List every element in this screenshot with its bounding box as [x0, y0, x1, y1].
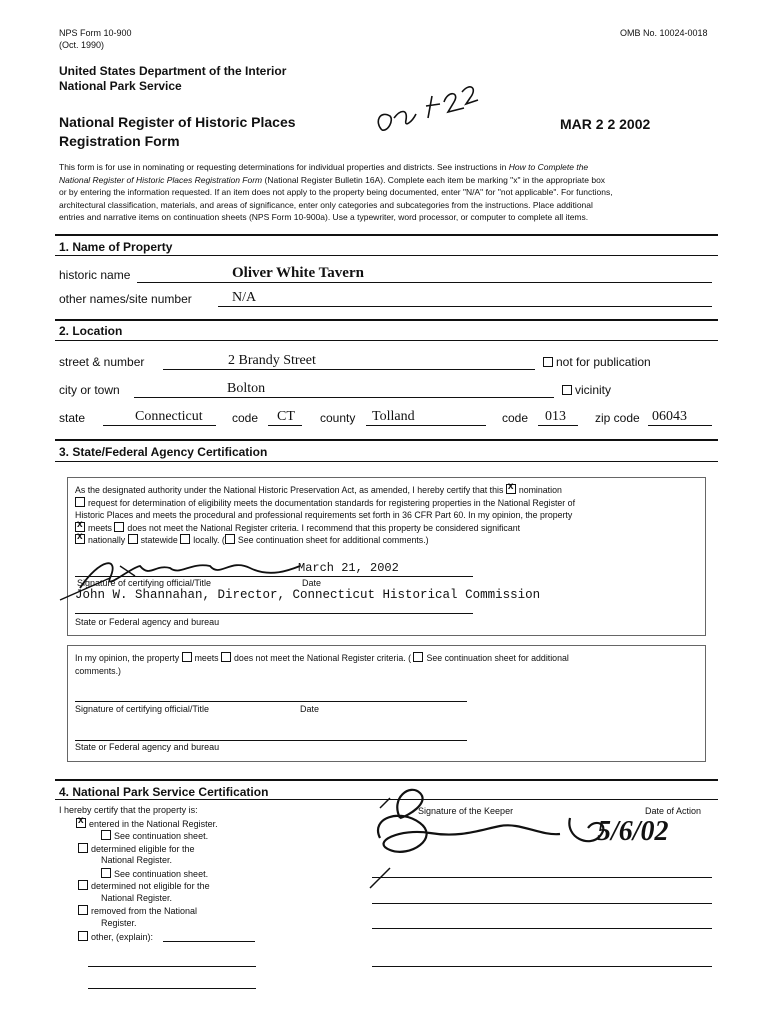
state-label: state [59, 411, 86, 425]
signature-date[interactable]: March 21, 2002 [298, 561, 399, 575]
see-cont1-checkbox[interactable] [101, 830, 111, 840]
entered-option[interactable] [76, 818, 218, 830]
nationally-checkbox[interactable] [75, 534, 85, 544]
cert-line1: As the designated authority under the National Historic Preservation Act, as amended, I hereby certify that this [75, 485, 504, 495]
not-for-publication[interactable] [543, 355, 651, 369]
instructions-line3: or by entering the information requested. If an item does not apply to the property being documented, enter "N/A" for "not applicable". For functions, [59, 187, 613, 197]
opinion-a: In my opinion, the property [75, 653, 180, 663]
official-name[interactable]: John W. Shannahan, Director, Connecticut Historical Commission [75, 588, 541, 602]
determined-eligible-checkbox[interactable] [78, 843, 88, 853]
cert-line4a: meets [88, 522, 112, 533]
opinion-b: meets [194, 653, 219, 663]
section1-heading: 1. Name of Property [59, 240, 173, 254]
continuation-checkbox[interactable] [225, 534, 235, 544]
county-value[interactable]: Tolland [372, 409, 415, 424]
meets-checkbox[interactable] [75, 522, 85, 532]
determined-eligible-option[interactable] [78, 843, 195, 855]
opinion-does-not-meet-checkbox[interactable] [221, 652, 231, 662]
instructions [59, 161, 719, 224]
determined-eligible-label: determined eligible for the [91, 844, 195, 854]
agency-line1: United States Department of the Interior [59, 64, 287, 78]
vicinity-checkbox[interactable] [562, 385, 572, 395]
vicinity-label: vicinity [575, 383, 612, 397]
date-label: Date [302, 578, 322, 588]
form-title-line2: Registration Form [59, 133, 180, 149]
see-cont2-checkbox[interactable] [101, 868, 111, 878]
form-title-line1: National Register of Historic Places [59, 114, 296, 130]
vicinity[interactable] [562, 383, 611, 397]
instructions-line1a: This form is for use in nominating or requesting determinations for individual properties and districts. See instructions in [59, 162, 509, 172]
county-code-value[interactable]: 013 [545, 409, 566, 424]
action-label: Date of Action [645, 806, 702, 816]
instructions-line1b: How to Complete the [508, 162, 589, 172]
state-code-label: code [232, 411, 259, 425]
opinion-c: does not meet the National Register criteria. ( [234, 653, 412, 663]
see-cont2-label: See continuation sheet. [114, 869, 209, 879]
entered-checkbox[interactable] [76, 818, 86, 828]
omb-number: OMB No. 10024-0018 [620, 28, 708, 38]
other-names-value[interactable]: N/A [232, 290, 257, 305]
other-label: other, (explain): [91, 932, 154, 942]
keeper-label: Signature of the Keeper [418, 806, 514, 816]
form-date: (Oct. 1990) [59, 40, 105, 50]
section4-heading: 4. National Park Service Certification [59, 785, 269, 799]
other-option[interactable] [78, 931, 153, 943]
agency-line2: National Park Service [59, 79, 182, 93]
street-value[interactable]: 2 Brandy Street [228, 353, 316, 368]
not-for-publication-checkbox[interactable] [543, 357, 553, 367]
opinion-continuation-checkbox[interactable] [413, 652, 423, 662]
removed-label: removed from the National [91, 906, 198, 916]
cert-line2: request for determination of eligibility meets the documentation standards for registering properties in the National Register of [88, 497, 576, 508]
not-for-publication-label: not for publication [556, 355, 651, 369]
instructions-line2a: National Register of Historic Places Registration Form [59, 174, 263, 185]
section3-heading: 3. State/Federal Agency Certification [59, 445, 268, 459]
cert-line5d: See continuation sheet for additional comments.) [237, 535, 429, 545]
action-date[interactable]: 5/6/02 [597, 816, 669, 847]
cert-line1-end: nomination [518, 485, 562, 495]
zip-label: zip code [595, 411, 640, 425]
street-label: street & number [59, 355, 145, 369]
determined-not-checkbox[interactable] [78, 880, 88, 890]
certification-text [75, 484, 700, 547]
removed-option[interactable] [78, 905, 197, 917]
determined-not-label: determined not eligible for the [91, 881, 210, 891]
opinion-e: comments.) [75, 665, 121, 676]
section2-heading: 2. Location [59, 324, 123, 338]
statewide-checkbox[interactable] [128, 534, 138, 544]
agency-label: State or Federal agency and bureau [75, 617, 220, 627]
cert-line5a: nationally [88, 535, 126, 545]
county-label: county [320, 411, 356, 425]
signature-label: Signature of certifying official/Title [77, 578, 212, 588]
state-value[interactable]: Connecticut [135, 409, 203, 424]
national-register-2: National Register. [101, 893, 173, 903]
signature-label-2: Signature of certifying official/Title [75, 704, 210, 714]
agency-label-2: State or Federal agency and bureau [75, 742, 220, 752]
see-cont1-label: See continuation sheet. [114, 831, 209, 841]
opinion-text [75, 652, 695, 677]
received-stamp: MAR 2 2 2002 [560, 116, 651, 132]
determined-not-option[interactable] [78, 880, 210, 892]
form-number: NPS Form 10-900 [59, 28, 132, 38]
does-not-meet-checkbox[interactable] [114, 522, 124, 532]
zip-value[interactable]: 06043 [652, 409, 687, 424]
city-label: city or town [59, 383, 120, 397]
opinion-meets-checkbox[interactable] [182, 652, 192, 662]
handwritten-note-drawing [370, 78, 480, 148]
opinion-d: See continuation sheet for additional [426, 653, 569, 663]
national-register-1: National Register. [101, 855, 173, 865]
instructions-line2b: (National Register Bulletin 16A). Complete each item be marking "x" in the appropriate box [262, 174, 606, 185]
instructions-line5: entries and narrative items on continuation sheets (NPS Form 10-900a). Use a typewriter, word processor, or computer to complete all items. [59, 212, 589, 222]
county-code-label: code [502, 411, 529, 425]
see-cont1-option[interactable] [101, 830, 208, 842]
other-checkbox[interactable] [78, 931, 88, 941]
nomination-checkbox[interactable] [506, 484, 516, 494]
locally-checkbox[interactable] [180, 534, 190, 544]
request-checkbox[interactable] [75, 497, 85, 507]
register-text: Register. [101, 918, 137, 928]
city-value[interactable]: Bolton [227, 381, 266, 396]
other-names-label: other names/site number [59, 292, 192, 306]
see-cont2-option[interactable] [101, 868, 208, 880]
cert-line5b: statewide [140, 535, 178, 545]
removed-checkbox[interactable] [78, 905, 88, 915]
historic-name-value[interactable]: Oliver White Tavern [232, 265, 364, 281]
instructions-line4: architectural classification, materials, and areas of significance, enter only categories and subcategories from the instructions. Place additional [59, 199, 593, 210]
cert-line3: Historic Places and meets the procedural and professional requirements set forth in 36 CFR Part 60. In my opinion, the property [75, 510, 573, 520]
cert-line4b: does not meet the National Register criteria. I recommend that this property be considered significant [127, 522, 521, 533]
cert-line5c: locally. ( [193, 535, 225, 545]
historic-name-label: historic name [59, 268, 131, 282]
state-code-value[interactable]: CT [277, 409, 295, 424]
entered-label: entered in the National Register. [89, 819, 218, 829]
hereby-text: I hereby certify that the property is: [59, 805, 198, 815]
date-label-2: Date [300, 704, 320, 714]
